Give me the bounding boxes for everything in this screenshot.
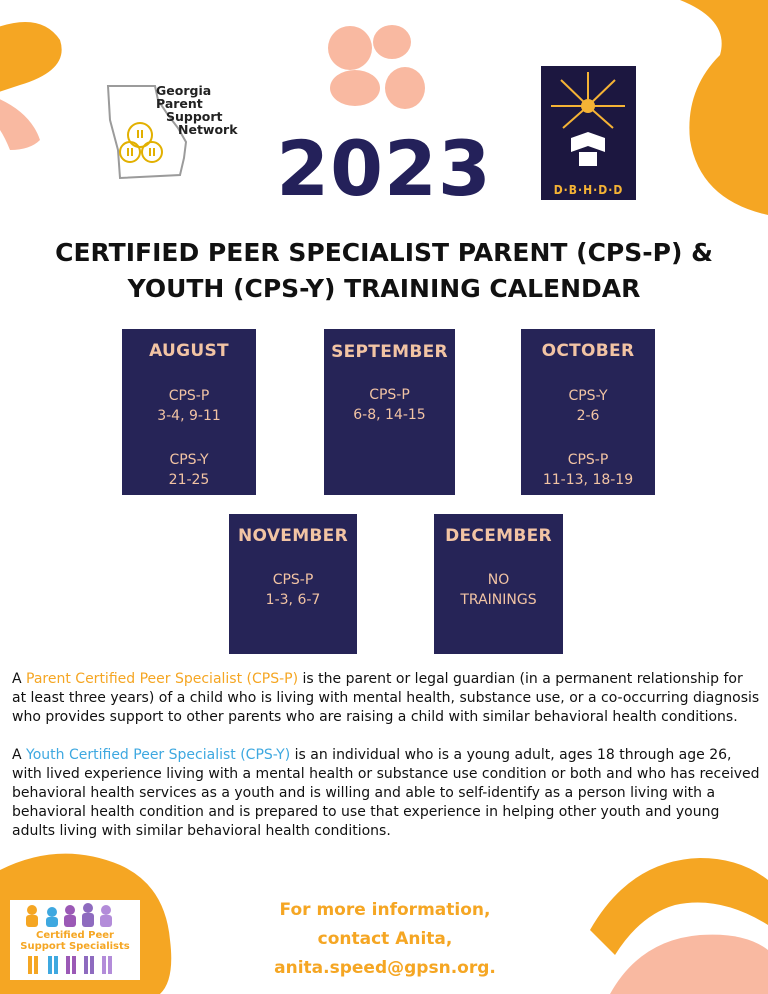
dbhdd-logo-label: D·B·H·D·D	[553, 183, 624, 197]
month-name: NOVEMBER	[238, 526, 348, 546]
top-left-orange-swoosh	[0, 22, 62, 95]
month-card-october	[521, 329, 655, 495]
gpsn-logo-text: Georgia Parent Support Network	[156, 83, 238, 137]
title-line-2: YOUTH (CPS-Y) TRAINING CALENDAR	[127, 274, 641, 303]
training-entry: CPS-P 1-3, 6-7	[265, 572, 321, 608]
month-name: OCTOBER	[541, 341, 635, 361]
training-entry: CPS-P 11-13, 18-19	[542, 452, 634, 488]
peach-oval-3	[330, 70, 380, 106]
youth-term: Youth Certified Peer Specialist (CPS-Y)	[26, 747, 291, 763]
training-entry: CPS-P 6-8, 14-15	[353, 387, 426, 423]
month-card-august	[122, 329, 256, 495]
month-card-november	[229, 514, 357, 654]
page-title	[20, 235, 748, 307]
peach-oval-4	[385, 67, 425, 109]
cps-logo	[10, 900, 140, 980]
contact-line-1: For more information,	[279, 900, 491, 920]
title-line-1: CERTIFIED PEER SPECIALIST PARENT (CPS-P) &	[55, 238, 713, 267]
youth-description: A Youth Certified Peer Specialist (CPS-Y) is an individual who is a young adult, ages 18 through age 26, with lived experience living with a mental health or substance use condition or both and who has received behavioral health services as a youth and is willing and able to self-identify as a person living with a behavioral health condition and is prepared to use that experience in helping other youth and young adults living with similar behavioral health conditions.	[12, 747, 760, 839]
peach-oval-2	[373, 25, 411, 59]
month-name: DECEMBER	[445, 526, 552, 546]
contact-info	[240, 896, 530, 983]
month-card-september	[324, 329, 455, 495]
bottom-right-peach-wave	[610, 935, 768, 994]
training-entry: NO TRAININGS	[460, 572, 537, 608]
contact-email-link[interactable]: anita.speed@gpsn.org.	[274, 958, 496, 978]
contact-line-2: contact Anita,	[317, 929, 453, 949]
description-block	[12, 670, 760, 860]
peach-oval-1	[328, 26, 372, 70]
training-entry: CPS-Y 2-6	[568, 388, 608, 424]
parent-term: Parent Certified Peer Specialist (CPS-P)	[26, 671, 299, 687]
training-entry: CPS-P 3-4, 9-11	[157, 388, 221, 424]
cps-logo-text: Certified Peer Support Specialists	[20, 930, 130, 952]
month-name: SEPTEMBER	[331, 342, 448, 362]
year-heading: 2023	[276, 124, 492, 213]
training-entry: CPS-Y 21-25	[168, 452, 210, 488]
month-name: AUGUST	[149, 341, 229, 361]
month-card-december	[434, 514, 563, 654]
parent-description: A Parent Certified Peer Specialist (CPS-P) is the parent or legal guardian (in a permanent relationship for at least three years) of a child who is living with mental health, substance use, or a co-occurring diagnosis who provides support to other parents who are raising a child with similar behavioral health conditions.	[12, 671, 760, 725]
